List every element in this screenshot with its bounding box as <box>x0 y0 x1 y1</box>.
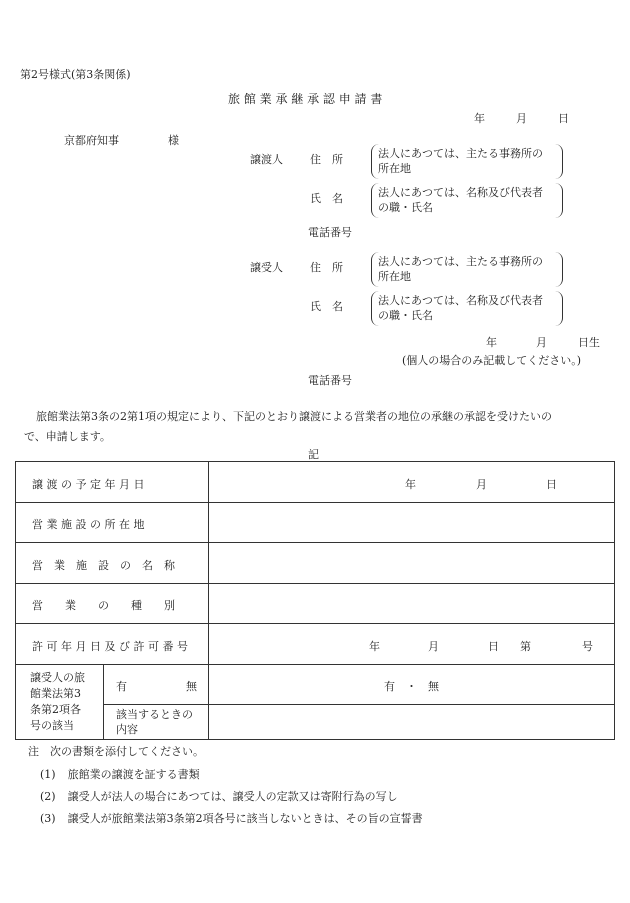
row-eligibility-label-1: 譲受人の旅 <box>30 671 85 684</box>
date-year: 年 <box>474 112 485 125</box>
transferee-address-label: 住 所 <box>310 261 343 274</box>
row-eligibility-yes-label: 有 <box>116 680 127 693</box>
birth-month: 月 <box>536 336 547 349</box>
transferor-name-label: 氏 名 <box>310 192 343 205</box>
row-facility-location-label: 営 業 施 設 の 所 在 地 <box>32 518 145 531</box>
row-permit-month: 月 <box>428 640 439 653</box>
body-text-line-1: 旅館業法第3条の2第1項の規定により、下記のとおり譲渡による営業者の地位の承継の承認を受けたいの <box>36 410 552 423</box>
transferee-address-note-2: 所在地 <box>378 270 411 283</box>
transferor-name-bracket <box>371 183 563 218</box>
addressee-name: 京都府知事 <box>64 134 119 147</box>
transferor-label: 譲渡人 <box>250 153 283 166</box>
row-eligibility-no-label: 無 <box>186 680 197 693</box>
addressee-honorific: 様 <box>168 134 179 147</box>
row-eligibility-label-4: 号の該当 <box>30 719 74 732</box>
row-facility-name-label: 営 業 施 設 の 名 称 <box>32 559 175 572</box>
transferee-name-note-2: の職・氏名 <box>378 309 433 322</box>
transferee-label: 譲受人 <box>250 261 283 274</box>
row-permit-label: 許 可 年 月 日 及 び 許 可 番 号 <box>32 640 188 653</box>
note-item-text: 譲受人が旅館業法第3条第2項各号に該当しないときは、その旨の宣誓書 <box>67 812 423 825</box>
transferee-address-bracket <box>371 252 563 287</box>
birth-note: (個人の場合のみ記載してください。) <box>402 354 582 367</box>
row-eligibility-label-2: 館業法第3 <box>30 687 81 700</box>
body-text-line-2: で、申請します。 <box>24 430 111 443</box>
note-item <box>40 810 423 826</box>
transferor-address-note-1: 法人にあつては、主たる事務所の <box>378 147 543 160</box>
transferee-name-label: 氏 名 <box>310 300 343 313</box>
form-number: 第2号様式(第3条関係) <box>20 68 131 81</box>
row-permit-year: 年 <box>369 640 380 653</box>
note-item-text: 旅館業の譲渡を証する書類 <box>67 768 200 781</box>
row-business-type-label: 営 業 の 種 別 <box>32 599 175 612</box>
row-permit-go: 号 <box>582 640 593 653</box>
date-month: 月 <box>516 112 527 125</box>
transferor-address-note-2: 所在地 <box>378 162 411 175</box>
ki-label: 記 <box>308 448 319 461</box>
transferee-name-note-1: 法人にあつては、名称及び代表者 <box>378 294 543 307</box>
row-eligibility-content-label <box>116 707 193 737</box>
row-eligibility-content-label-2: 内容 <box>116 723 138 736</box>
row-permit-day: 日 <box>488 640 499 653</box>
row-eligibility-label-3: 条第2項各 <box>30 703 81 716</box>
note-item-number: (2) <box>40 790 56 803</box>
transferee-address-note-1: 法人にあつては、主たる事務所の <box>378 255 543 268</box>
row-transfer-date-month: 月 <box>476 478 487 491</box>
note-item-text: 譲受人が法人の場合にあつては、譲受人の定款又は寄附行為の写し <box>67 790 398 803</box>
row-permit-dai: 第 <box>520 640 531 653</box>
transferor-name-note-2: の職・氏名 <box>378 201 433 214</box>
transferor-phone-label: 電話番号 <box>308 226 352 239</box>
transferor-address-label: 住 所 <box>310 153 343 166</box>
birth-year: 年 <box>486 336 497 349</box>
row-transfer-date-year: 年 <box>405 478 416 491</box>
row-eligibility-content-label-1: 該当するときの <box>116 708 193 721</box>
row-eligibility-value: 有 ・ 無 <box>384 680 439 693</box>
transferee-phone-label: 電話番号 <box>308 374 352 387</box>
notes-heading: 注 次の書類を添付してください。 <box>28 745 204 758</box>
note-item-number: (3) <box>40 812 56 825</box>
transferor-name-note-1: 法人にあつては、名称及び代表者 <box>378 186 543 199</box>
transferee-name-bracket <box>371 291 563 326</box>
note-item-number: (1) <box>40 768 56 781</box>
note-item <box>40 766 200 782</box>
row-eligibility-label <box>30 670 85 734</box>
note-item <box>40 788 398 804</box>
transferor-address-bracket <box>371 144 563 179</box>
form-title: 旅 館 業 承 継 承 認 申 請 書 <box>228 92 383 106</box>
date-day: 日 <box>558 112 569 125</box>
row-transfer-date-label: 譲 渡 の 予 定 年 月 日 <box>32 478 145 491</box>
row-transfer-date-day: 日 <box>546 478 557 491</box>
birth-day: 日生 <box>578 336 600 349</box>
